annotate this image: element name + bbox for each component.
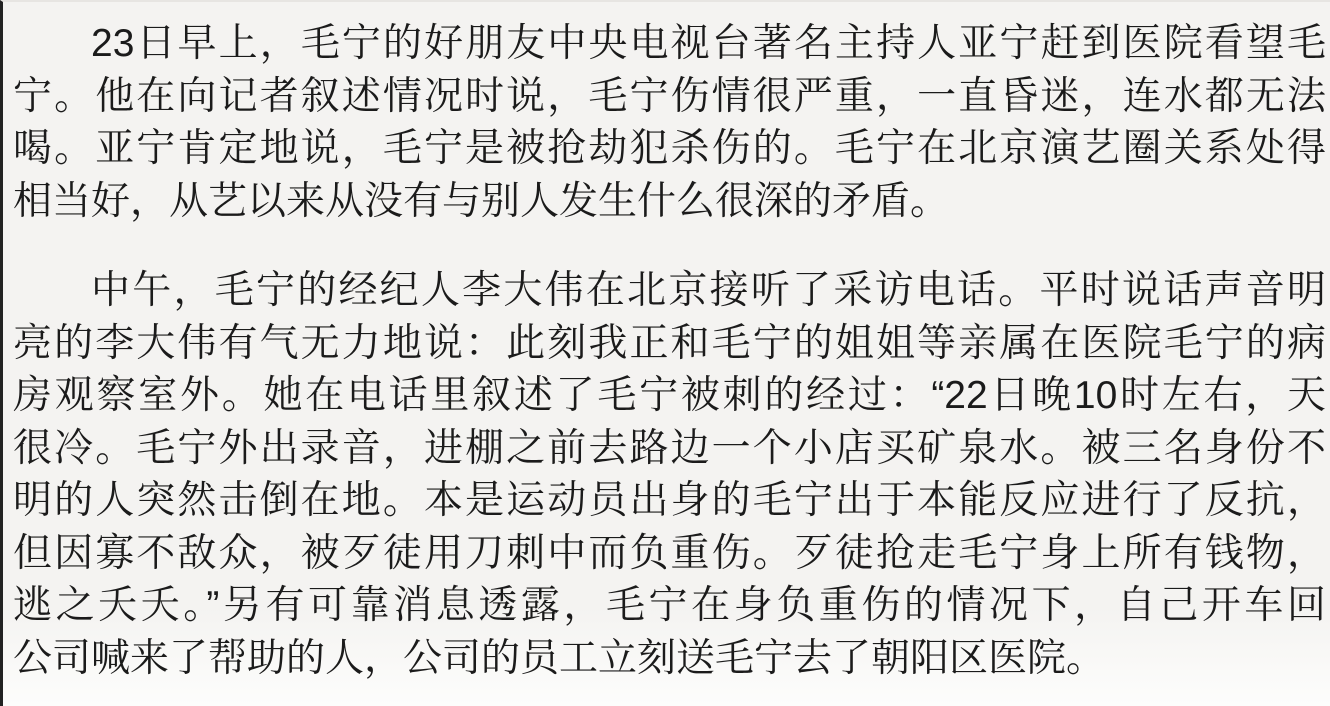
text-line: 但因寡不敌众，被歹徒用刀刺中而负重伤。歹徒抢走毛宁身上所有钱物， (13, 531, 1326, 575)
text-line: 23日早上，毛宁的好朋友中央电视台著名主持人亚宁赶到医院看望毛 (91, 22, 1326, 65)
article-text (3, 2, 1330, 685)
text-line: 逃之夭夭。”另有可靠消息透露，毛宁在身负重伤的情况下，自己开车回 (13, 584, 1326, 627)
text-line: 相当好，从艺以来从没有与别人发生什么很深的矛盾。 (13, 179, 950, 223)
text-line: 公司喊来了帮助的人，公司的员工立刻送毛宁去了朝阳区医院。 (13, 636, 1106, 680)
text-line: 很冷。毛宁外出录音，进棚之前去路边一个小店买矿泉水。被三名身份不 (13, 426, 1326, 470)
text-line: 喝。亚宁肯定地说，毛宁是被抢劫犯杀伤的。毛宁在北京演艺圈关系处得 (13, 127, 1326, 170)
text-line: 明的人突然击倒在地。本是运动员出身的毛宁出于本能反应进行了反抗， (13, 479, 1326, 522)
text-line: 中午，毛宁的经纪人李大伟在北京接听了采访电话。平时说话声音明 (91, 269, 1326, 312)
text-line: 房观察室外。她在电话里叙述了毛宁被刺的经过：“22日晚10时左右，天 (13, 374, 1326, 417)
text-line: 宁。他在向记者叙述情况时说，毛宁伤情很严重，一直昏迷，连水都无法 (13, 74, 1326, 118)
text-line: 亮的李大伟有气无力地说：此刻我正和毛宁的姐姐等亲属在医院毛宁的病 (13, 321, 1326, 365)
